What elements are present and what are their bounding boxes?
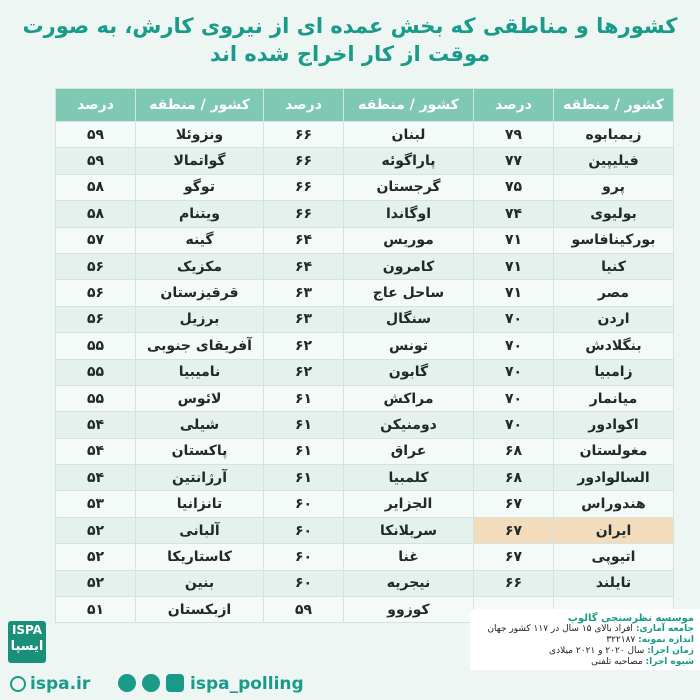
website-link[interactable] — [10, 674, 90, 694]
social-links — [118, 674, 304, 694]
country-cell: توگو — [136, 174, 264, 200]
percent-cell: ۷۹ — [474, 122, 554, 148]
percent-cell: ۵۲ — [56, 517, 136, 543]
country-cell: تونس — [344, 333, 474, 359]
percent-cell: ۵۵ — [56, 359, 136, 385]
country-cell: زیمبابوه — [554, 122, 674, 148]
column-header: درصد — [56, 89, 136, 122]
table-row — [56, 385, 674, 411]
country-cell: نامیبیا — [136, 359, 264, 385]
data-table — [55, 88, 674, 623]
percent-cell: ۵۶ — [56, 280, 136, 306]
percent-cell: ۶۶ — [264, 174, 344, 200]
country-cell: تانزانیا — [136, 491, 264, 517]
column-header: کشور / منطقه — [554, 89, 674, 122]
country-cell: ساحل عاج — [344, 280, 474, 306]
country-cell: گرجستان — [344, 174, 474, 200]
country-cell: گابون — [344, 359, 474, 385]
table-row — [56, 359, 674, 385]
time-value: سال ۲۰۲۰ و ۲۰۲۱ میلادی — [549, 646, 645, 656]
column-header: درصد — [264, 89, 344, 122]
percent-cell: ۵۳ — [56, 491, 136, 517]
title-line-2: موقت از کار اخراج شده اند — [209, 42, 491, 66]
twitter-icon[interactable] — [118, 674, 136, 692]
percent-cell: ۶۷ — [474, 491, 554, 517]
population-label: جامعه آماری: — [635, 624, 694, 634]
country-cell: ونزوئلا — [136, 122, 264, 148]
method-label: شیوه اجرا: — [645, 657, 694, 667]
country-cell: الجزایر — [344, 491, 474, 517]
country-cell: هندوراس — [554, 491, 674, 517]
percent-cell: ۶۸ — [474, 465, 554, 491]
table-row — [56, 201, 674, 227]
percent-cell: ۵۵ — [56, 333, 136, 359]
country-cell: ویتنام — [136, 201, 264, 227]
country-cell: پرو — [554, 174, 674, 200]
country-cell: نیجریه — [344, 570, 474, 596]
table-body — [56, 122, 674, 623]
country-cell: مراکش — [344, 385, 474, 411]
footer — [0, 670, 700, 700]
table-row — [56, 412, 674, 438]
country-cell: مصر — [554, 280, 674, 306]
country-cell: بنگلادش — [554, 333, 674, 359]
country-cell: آرژانتین — [136, 465, 264, 491]
survey-info-box — [470, 609, 700, 670]
logo-subtext: ایسپا — [10, 639, 44, 654]
percent-cell: ۶۱ — [264, 438, 344, 464]
country-cell: کنیا — [554, 253, 674, 279]
table-row — [56, 491, 674, 517]
country-cell: برزیل — [136, 306, 264, 332]
country-cell: آلبانی — [136, 517, 264, 543]
country-cell: موریس — [344, 227, 474, 253]
table-row — [56, 438, 674, 464]
percent-cell: ۵۲ — [56, 544, 136, 570]
country-cell: کوزوو — [344, 597, 474, 623]
percent-cell: ۵۷ — [56, 227, 136, 253]
country-cell: عراق — [344, 438, 474, 464]
table-row — [56, 570, 674, 596]
page-title — [20, 12, 680, 68]
percent-cell: ۶۴ — [264, 253, 344, 279]
percent-cell: ۷۵ — [474, 174, 554, 200]
percent-cell: ۶۷ — [474, 544, 554, 570]
percent-cell: ۶۸ — [474, 438, 554, 464]
percent-cell: ۶۰ — [264, 517, 344, 543]
percent-cell: ۷۱ — [474, 253, 554, 279]
percent-cell: ۶۰ — [264, 491, 344, 517]
country-cell: بورکینافاسو — [554, 227, 674, 253]
percent-cell: ۵۹ — [264, 597, 344, 623]
table-row — [56, 280, 674, 306]
country-cell: زامبیا — [554, 359, 674, 385]
country-cell: قرقیزستان — [136, 280, 264, 306]
percent-cell: ۵۵ — [56, 385, 136, 411]
method-line — [476, 657, 694, 668]
telegram-icon[interactable] — [142, 674, 160, 692]
country-cell: گینه — [136, 227, 264, 253]
percent-cell: ۶۶ — [264, 122, 344, 148]
percent-cell: ۶۷ — [474, 517, 554, 543]
percent-cell: ۵۶ — [56, 306, 136, 332]
globe-icon — [10, 676, 26, 692]
percent-cell: ۷۴ — [474, 201, 554, 227]
percent-cell: ۵۹ — [56, 122, 136, 148]
percent-cell: ۶۰ — [264, 570, 344, 596]
percent-cell: ۷۰ — [474, 359, 554, 385]
percent-cell: ۵۴ — [56, 465, 136, 491]
percent-cell: ۶۶ — [264, 201, 344, 227]
percent-cell: ۵۸ — [56, 201, 136, 227]
country-cell: اوگاندا — [344, 201, 474, 227]
percent-cell: ۵۹ — [56, 148, 136, 174]
country-cell: بولیوی — [554, 201, 674, 227]
time-line — [476, 646, 694, 657]
country-cell: تایلند — [554, 570, 674, 596]
method-value: مصاحبه تلفنی — [591, 657, 643, 667]
country-cell: سنگال — [344, 306, 474, 332]
percent-cell: ۷۰ — [474, 333, 554, 359]
time-label: زمان اجرا: — [647, 646, 694, 656]
percent-cell: ۶۶ — [474, 570, 554, 596]
country-cell: مغولستان — [554, 438, 674, 464]
country-cell: اتیوپی — [554, 544, 674, 570]
table-row — [56, 148, 674, 174]
country-cell: لائوس — [136, 385, 264, 411]
table-row — [56, 253, 674, 279]
social-handle: ispa_polling — [190, 674, 304, 694]
percent-cell: ۵۲ — [56, 570, 136, 596]
percent-cell: ۵۴ — [56, 438, 136, 464]
percent-cell: ۶۱ — [264, 385, 344, 411]
sample-value: ۳۲۲۱۸۷ — [606, 635, 636, 645]
country-cell: السالوادور — [554, 465, 674, 491]
country-cell: دومنیکن — [344, 412, 474, 438]
country-cell: مکزیک — [136, 253, 264, 279]
sample-line — [476, 635, 694, 646]
percent-cell: ۷۱ — [474, 280, 554, 306]
column-header: درصد — [474, 89, 554, 122]
percent-cell: ۶۶ — [264, 148, 344, 174]
percent-cell: ۷۷ — [474, 148, 554, 174]
percent-cell: ۶۳ — [264, 306, 344, 332]
organization-name: موسسه نظرسنجی گالوپ — [567, 613, 694, 624]
percent-cell: ۷۰ — [474, 385, 554, 411]
header-row — [56, 89, 674, 122]
table-row — [56, 306, 674, 332]
country-cell: ازبکستان — [136, 597, 264, 623]
country-cell: اردن — [554, 306, 674, 332]
country-cell: کاستاریکا — [136, 544, 264, 570]
country-cell: بنین — [136, 570, 264, 596]
ispa-logo — [8, 621, 46, 663]
percent-cell: ۵۸ — [56, 174, 136, 200]
percent-cell: ۶۲ — [264, 359, 344, 385]
percent-cell: ۶۱ — [264, 412, 344, 438]
percent-cell: ۷۰ — [474, 412, 554, 438]
table-row — [56, 544, 674, 570]
percent-cell: ۶۱ — [264, 465, 344, 491]
country-cell: فیلیپین — [554, 148, 674, 174]
instagram-icon[interactable] — [166, 674, 184, 692]
table-row — [56, 517, 674, 543]
percent-cell: ۷۱ — [474, 227, 554, 253]
country-cell: کلمبیا — [344, 465, 474, 491]
country-cell: میانمار — [554, 385, 674, 411]
percent-cell: ۷۰ — [474, 306, 554, 332]
table-row — [56, 227, 674, 253]
country-cell: پاراگوئه — [344, 148, 474, 174]
country-cell: سریلانکا — [344, 517, 474, 543]
country-cell: شیلی — [136, 412, 264, 438]
table-row — [56, 465, 674, 491]
percent-cell: ۶۲ — [264, 333, 344, 359]
table-row — [56, 174, 674, 200]
population-line — [476, 624, 694, 635]
country-cell: غنا — [344, 544, 474, 570]
percent-cell: ۶۰ — [264, 544, 344, 570]
country-cell: گواتمالا — [136, 148, 264, 174]
percent-cell: ۵۶ — [56, 253, 136, 279]
percent-cell: ۶۳ — [264, 280, 344, 306]
column-header: کشور / منطقه — [344, 89, 474, 122]
percent-cell: ۵۴ — [56, 412, 136, 438]
country-cell: اکوادور — [554, 412, 674, 438]
country-cell: لبنان — [344, 122, 474, 148]
country-cell: کامرون — [344, 253, 474, 279]
percent-cell: ۶۴ — [264, 227, 344, 253]
percent-cell: ۵۱ — [56, 597, 136, 623]
logo-text: ISPA — [11, 623, 43, 637]
sample-label: اندازه نمونه: — [638, 635, 694, 645]
country-cell: پاکستان — [136, 438, 264, 464]
population-value: افراد بالای ۱۵ سال در ۱۱۷ کشور جهان — [487, 624, 633, 634]
country-cell: ایران — [554, 517, 674, 543]
table-row — [56, 333, 674, 359]
table-row — [56, 122, 674, 148]
title-line-1: کشورها و مناطقی که بخش عمده ای از نیروی کارش، به صورت — [22, 14, 678, 38]
website-text: ispa.ir — [30, 674, 91, 694]
country-cell: آفریقای جنوبی — [136, 333, 264, 359]
column-header: کشور / منطقه — [136, 89, 264, 122]
